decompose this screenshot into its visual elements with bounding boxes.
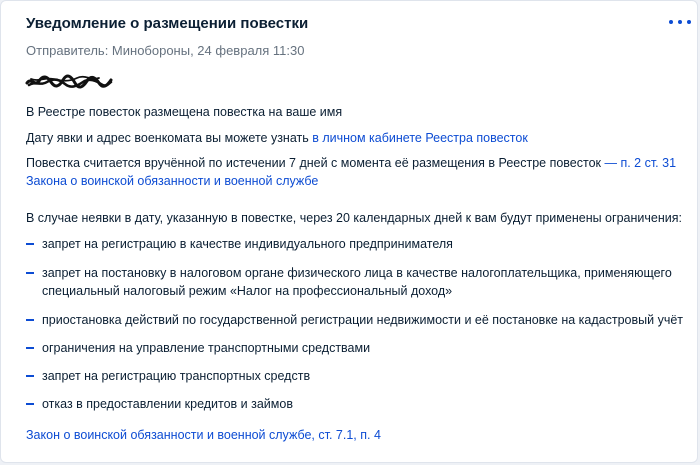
dash-bullet-icon [26, 319, 34, 321]
law-article-link-part2[interactable]: Закона о воинской обязанности и военной службе [26, 174, 319, 188]
restriction-text-continuation: специальный налоговый режим «Налог на профессиональный доход» [42, 284, 453, 298]
law-reference-link[interactable]: Закон о воинской обязанности и военной службе, ст. 7.1, п. 4 [26, 428, 381, 442]
dash-bullet-icon [26, 375, 34, 377]
dash-bullet-icon [26, 243, 34, 245]
restriction-text: отказ в предоставлении кредитов и займов [42, 397, 293, 411]
dash-bullet-icon [26, 272, 34, 274]
summons-placed-text: В Реестре повесток размещена повестка на ваше имя [26, 105, 343, 119]
restriction-text: приостановка действий по государственной регистрации недвижимости и её постановке на кадастровый учёт [42, 313, 684, 327]
restrictions-intro: В случае неявки в дату, указанную в повестке, через 20 календарных дней к вам будут применены ограничения: [26, 211, 682, 225]
law-article-link-part2-row [26, 172, 318, 190]
notification-title: Уведомление о размещении повестки [26, 15, 309, 32]
restriction-text: запрет на постановку в налоговом органе физического лица в качестве налогоплательщика, применяющего [42, 266, 672, 280]
summons-delivered-label: Повестка считается вручённой по истечении 7 дней с момента её размещения в Реестре повесток [26, 156, 605, 170]
notification-sender: Отправитель: Минобороны, 24 февраля 11:30 [26, 43, 305, 58]
restriction-text: ограничения на управление транспортными средствами [42, 341, 371, 355]
dash-bullet-icon [26, 347, 34, 349]
restriction-item [26, 393, 293, 415]
more-dots-icon[interactable] [669, 15, 691, 29]
appearance-info-text [26, 129, 528, 147]
restriction-item [26, 365, 310, 387]
law-article-link-part1[interactable]: — п. 2 ст. 31 [604, 156, 677, 170]
summons-delivered-text [26, 154, 676, 172]
registry-cabinet-link[interactable]: в личном кабинете Реестра повесток [312, 131, 528, 145]
law-reference-row [26, 426, 381, 444]
dot [669, 20, 673, 24]
restriction-item [26, 337, 370, 359]
dot [678, 20, 682, 24]
redacted-greeting-scribble [25, 73, 113, 90]
restriction-item [26, 233, 453, 255]
appearance-info-label: Дату явки и адрес военкомата вы можете узнать [26, 131, 313, 145]
restriction-item [26, 309, 683, 331]
restriction-text: запрет на регистрацию транспортных средств [42, 369, 311, 383]
restriction-text: запрет на регистрацию в качестве индивидуального предпринимателя [42, 237, 453, 251]
dash-bullet-icon [26, 403, 34, 405]
dot [687, 20, 691, 24]
